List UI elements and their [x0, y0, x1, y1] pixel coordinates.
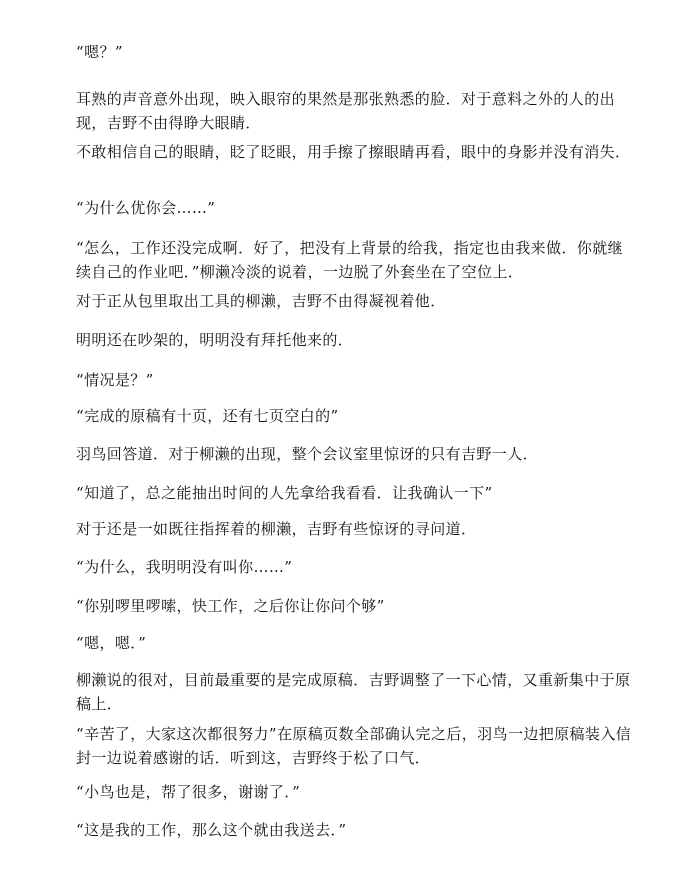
paragraph-9: “完成的原稿有十页，还有七页空白的” — [76, 407, 339, 425]
paragraph-12: 对于还是一如既往指挥着的柳濑，吉野有些惊讶的寻问道． — [76, 520, 477, 538]
paragraph-19: “这是我的工作，那么这个就由我送去．” — [76, 821, 347, 839]
paragraph-13: “为什么，我明明没有叫你……” — [76, 558, 293, 576]
paragraph-2: 耳熟的声音意外出现，映入眼帘的果然是那张熟悉的脸．对于意料之外的人的出现，吉野不由得睁大眼睛． — [76, 90, 616, 132]
paragraph-6: 对于正从包里取出工具的柳濑，吉野不由得凝视着他． — [76, 292, 446, 310]
paragraph-1: “嗯？” — [76, 43, 123, 61]
paragraph-5: “怎么，工作还没完成啊．好了，把没有上背景的给我，指定也由我来做．你就继续自己的作业吧．”柳濑冷淡的说着，一边脱了外套坐在了空位上． — [76, 239, 624, 281]
paragraph-8: “情况是？” — [76, 371, 154, 389]
paragraph-4: “为什么优你会……” — [76, 199, 216, 217]
paragraph-3: 不敢相信自己的眼睛，眨了眨眼，用手擦了擦眼睛再看，眼中的身影并没有消失． — [76, 143, 631, 161]
paragraph-7: 明明还在吵架的，明明没有拜托他来的． — [76, 331, 354, 349]
paragraph-16: 柳濑说的很对，目前最重要的是完成原稿．吉野调整了一下心情，又重新集中于原稿上． — [76, 671, 631, 713]
paragraph-18: “小鸟也是，帮了很多，谢谢了．” — [76, 783, 301, 801]
paragraph-11: “知道了，总之能抽出时间的人先拿给我看看．让我确认一下” — [76, 484, 493, 502]
paragraph-15: “嗯，嗯．” — [76, 634, 147, 652]
paragraph-10: 羽鸟回答道．对于柳濑的出现，整个会议室里惊讶的只有吉野一人． — [76, 445, 539, 463]
paragraph-17: “辛苦了，大家这次都很努力”在原稿页数全部确认完之后，羽鸟一边把原稿装入信封一边说着感谢的话．听到这，吉野终于松了口气． — [76, 725, 632, 767]
paragraph-14: “你别啰里啰嗦，快工作，之后你让你问个够” — [76, 597, 385, 615]
